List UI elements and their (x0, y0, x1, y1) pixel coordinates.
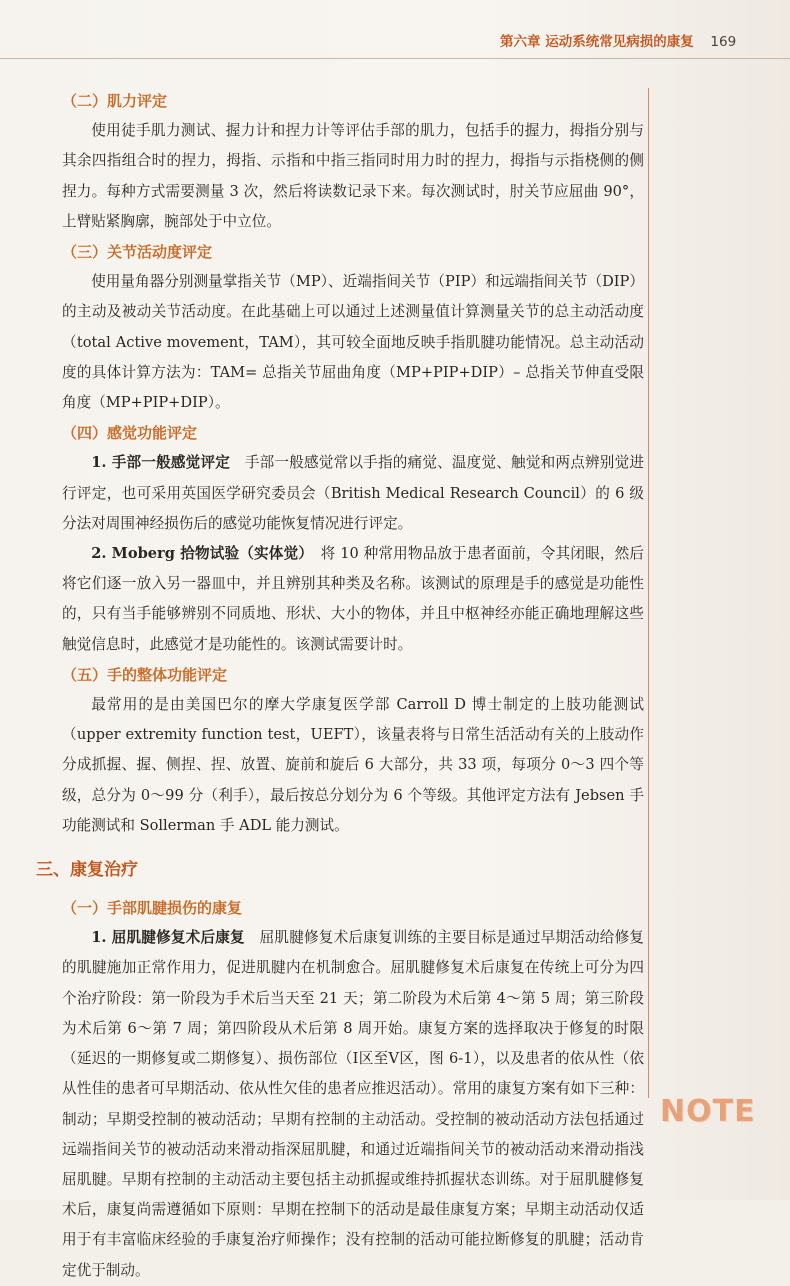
heading-overall-function: （五）手的整体功能评定 (62, 665, 228, 684)
run-in-title: 1. 屈肌腱修复术后康复 (91, 929, 245, 947)
paragraph-overall-function: 最常用的是由美国巴尔的摩大学康复医学部 Carroll D 博士制定的上肢功能测试（upper extremity function test，UEFT），该量表将与日常生活活动有关的上肢动作分成抓握、握、侧捏、捏、放置、旋前和旋后 6 大部分，共 33 项，每项分 0～3 四个等级，总分为 0～99 分（利手），最后按总分划分为 6 个等级。其他评定方法有 Jebsen 手功能测试和 Sollerman 手 ADL 能力测试。 (62, 696, 644, 834)
run-in-title: 2. Moberg 拾物试验（实体觉） (91, 545, 306, 563)
heading-tendon-injury: （一）手部肌腱损伤的康复 (62, 899, 243, 918)
page-number: 169 (710, 34, 737, 50)
paragraph-flexor-tendon (62, 923, 644, 1285)
note-mark: NOTE (660, 1094, 756, 1129)
paragraph-general-sensation (62, 448, 644, 539)
paragraph-moberg-test (62, 539, 644, 660)
chapter-label: 第六章 (500, 34, 541, 50)
page-body (36, 86, 644, 1286)
heading-rehab-treatment: 三、康复治疗 (36, 860, 138, 881)
paragraph-muscle-strength: 使用徒手肌力测试、握力计和捏力计等评估手部的肌力，包括手的握力，拇指分别与其余四指组合时的捏力，拇指、示指和中指三指同时用力时的捏力，拇指与示指桡侧的侧捏力。每种方式需要测量 3 次，然后将读数记录下来。每次测试时，肘关节应屈曲 90°，上臂贴紧胸廓，腕部处于中立位。 (62, 122, 644, 230)
run-in-title: 1. 手部一般感觉评定 (91, 454, 231, 472)
heading-range-of-motion: （三）关节活动度评定 (62, 243, 213, 262)
heading-muscle-strength: （二）肌力评定 (62, 92, 168, 110)
chapter-title: 运动系统常见病损的康复 (545, 34, 694, 50)
running-header (500, 30, 736, 50)
header-rule (0, 58, 790, 59)
heading-sensory: （四）感觉功能评定 (62, 424, 198, 443)
run-in-body: 手部一般感觉常以手指的痛觉、温度觉、触觉和两点辨别觉进行评定，也可采用英国医学研究委员会（British Medical Research Council）的 6 级分法对周围神经损伤后的感觉功能恢复情况进行评定。 (62, 454, 644, 532)
margin-rule (648, 88, 649, 1098)
run-in-body: 将 10 种常用物品放于患者面前，令其闭眼，然后将它们逐一放入另一器皿中，并且辨别其种类及名称。该测试的原理是手的感觉是功能性的，只有当手能够辨别不同质地、形状、大小的物体，并且中枢神经亦能正确地理解这些触觉信息时，此感觉才是功能性的。该测试需要计时。 (62, 545, 644, 653)
run-in-body: 屈肌腱修复术后康复训练的主要目标是通过早期活动给修复的肌腱施加正常作用力，促进肌腱内在机制愈合。屈肌腱修复术后康复在传统上可分为四个治疗阶段：第一阶段为手术后当天至 21 天；第二阶段为术后第 4～第 5 周；第三阶段为术后第 6～第 7 周；第四阶段从术后第 8 周开始。康复方案的选择取决于修复的时限（延迟的一期修复或二期修复）、损伤部位（Ⅰ区至Ⅴ区，图 6-1），以及患者的依从性（依从性佳的患者可早期活动、依从性欠佳的患者应推迟活动）。常用的康复方案有如下三种：制动；早期受控制的被动活动；早期有控制的主动活动。受控制的被动活动方法包括通过远端指间关节的被动活动来滑动指深屈肌腱，和通过近端指间关节的被动活动来滑动指浅屈肌腱。早期有控制的主动活动主要包括主动抓握或维持抓握状态训练。对于屈肌腱修复术后，康复尚需遵循如下原则：早期在控制下的活动是最佳康复方案；早期主动活动仅适用于有丰富临床经验的手康复治疗师操作；没有控制的活动可能拉断修复的肌腱；活动肯定优于制动。 (62, 929, 644, 1279)
paragraph-range-of-motion: 使用量角器分别测量掌指关节（MP）、近端指间关节（PIP）和远端指间关节（DIP）的主动及被动关节活动度。在此基础上可以通过上述测量值计算测量关节的总主动活动度（total Active movement，TAM），其可较全面地反映手指肌腱功能情况。总主动活动度的具体计算方法为：TAM= 总指关节屈曲角度（MP+PIP+DIP）– 总指关节伸直受限角度（MP+PIP+DIP）。 (62, 273, 644, 412)
